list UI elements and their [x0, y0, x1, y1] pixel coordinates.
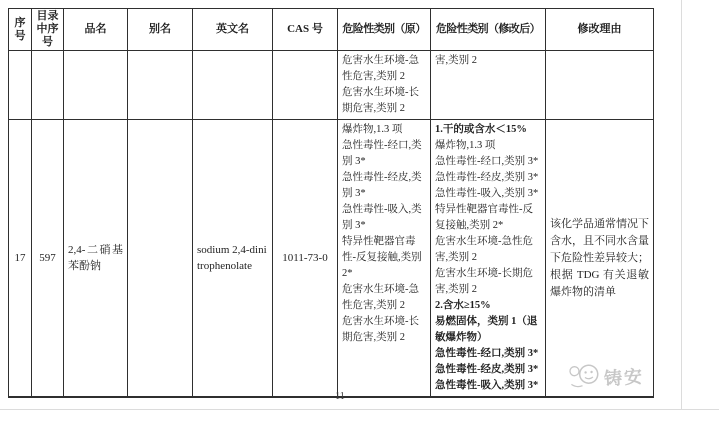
hazard-line: 特异性靶器官毒性-反复接触,类别 2*	[435, 204, 533, 231]
row17-name-cell: 2,4-二硝基苯酚钠	[64, 120, 128, 398]
hazard-line: 危害水生环境-急性危害,类别 2	[342, 284, 419, 311]
hazard-line: 2.含水≥15%	[435, 300, 491, 311]
hazard-classification-table	[8, 8, 654, 398]
col-header-alias: 别名	[128, 9, 193, 51]
row17-alias-cell	[128, 120, 193, 398]
carryover-english-cell	[193, 51, 273, 120]
hazard-line: 危害水生环境-急性危害,类别 2	[342, 55, 419, 82]
watermark-label: 铸安	[603, 365, 645, 389]
col-header-hazard-modified: 危险性类别（修改后）	[431, 9, 546, 51]
carryover-reason-cell	[546, 51, 654, 120]
carryover-hazard-modified-cell	[431, 51, 546, 120]
col-header-english-name: 英文名	[193, 9, 273, 51]
row17-reason-cell: 该化学品通常情况下含水，且不同水含量下危险性差异较大；根据 TDG 有关退敏爆炸物的清单	[546, 120, 654, 398]
col-header-reason: 修改理由	[546, 9, 654, 51]
hazard-line: 危害水生环境-急性危害,类别 2	[435, 236, 533, 263]
hazard-line: 急性毒性-经皮,类别 3*	[342, 172, 422, 199]
table-header-row	[9, 9, 654, 51]
carryover-name-cell	[64, 51, 128, 120]
hazard-line: 危害水生环境-长期危害,类别 2	[342, 87, 419, 114]
page-edge-bottom	[0, 409, 719, 410]
hazard-line: 爆炸物,1.3 项	[342, 124, 403, 135]
hazard-line: 急性毒性-经口,类别 3*	[342, 140, 422, 167]
hazard-line: 易燃固体，类别 1（退敏爆炸物）	[435, 316, 538, 343]
row17-hazard-original-cell	[338, 120, 431, 398]
col-header-catalog-no: 目录中序号	[32, 9, 64, 51]
row17-seq-cell: 17	[9, 120, 32, 398]
hazard-line: 急性毒性-吸入,类别 3*	[435, 380, 539, 391]
carryover-alias-cell	[128, 51, 193, 120]
hazard-line: 急性毒性-吸入,类别 3*	[342, 204, 422, 231]
row17-hazard-modified-cell	[431, 120, 546, 398]
hazard-line: 急性毒性-经口,类别 3*	[435, 348, 539, 359]
hazard-line: 急性毒性-吸入,类别 3*	[435, 188, 539, 199]
carryover-cas-cell	[273, 51, 338, 120]
hazard-line: 爆炸物,1.3 项	[435, 140, 496, 151]
hazard-line: 急性毒性-经口,类别 3*	[435, 156, 539, 167]
carryover-seq-cell	[9, 51, 32, 120]
col-header-hazard-original: 危险性类别（原）	[338, 9, 431, 51]
col-header-cas: CAS 号	[273, 9, 338, 51]
carryover-catalog-cell	[32, 51, 64, 120]
hazard-line: 特异性靶器官毒性-反复接触,类别 2*	[342, 236, 422, 279]
carryover-hazard-original-cell	[338, 51, 431, 120]
hazard-line: 急性毒性-经皮,类别 3*	[435, 172, 539, 183]
hazard-line: 害,类别 2	[435, 55, 477, 66]
row17-catalog-cell: 597	[32, 120, 64, 398]
hazard-line: 危害水生环境-长期危害,类别 2	[342, 316, 419, 343]
table-row-17	[9, 120, 654, 398]
page-edge-right	[681, 0, 682, 409]
col-header-name: 品名	[64, 9, 128, 51]
carryover-row	[9, 51, 654, 120]
watermark-mascot-icon	[567, 362, 603, 395]
hazard-line: 急性毒性-经皮,类别 3*	[435, 364, 539, 375]
row17-english-cell: sodium 2,4-dinitrophenolate	[193, 120, 273, 398]
hazard-line: 危害水生环境-长期危害,类别 2	[435, 268, 533, 295]
page-number: 11	[335, 391, 345, 402]
watermark	[567, 359, 645, 395]
col-header-seq: 序号	[9, 9, 32, 51]
row17-cas-cell: 1011-73-0	[273, 120, 338, 398]
hazard-line: 1.干的或含水＜15%	[435, 124, 527, 135]
